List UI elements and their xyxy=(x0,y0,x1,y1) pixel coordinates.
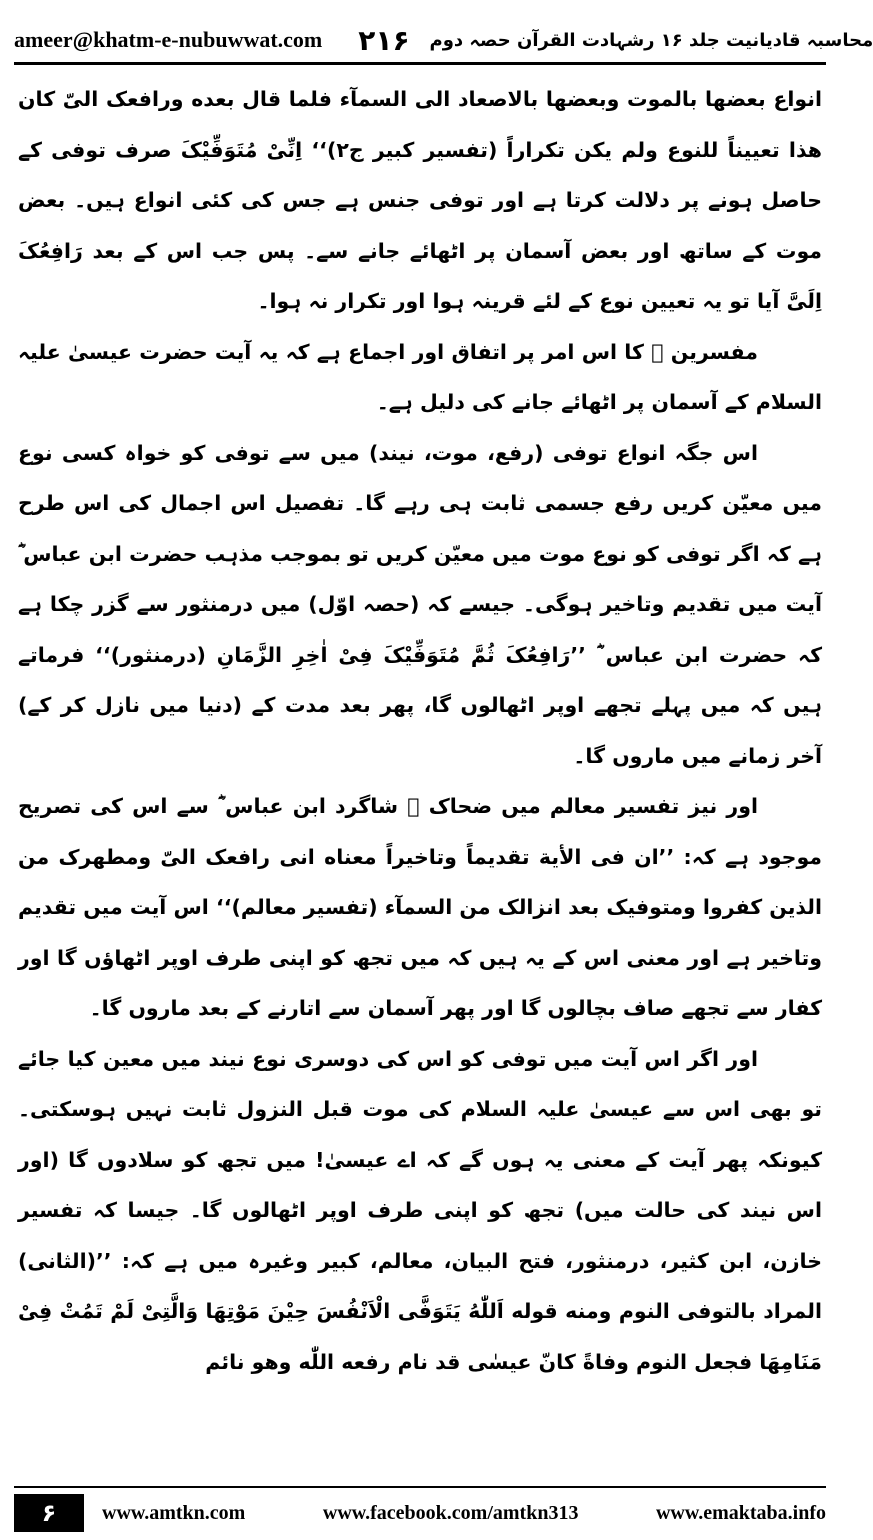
paragraph-5: اور اگر اس آیت میں توفی کو اس کی دوسری نوع نیند میں معین کیا جائے تو بھی اس سے عیسیٰ علیہ السلام کی موت قبل النزول ثابت نہیں ہوسکتی۔ کیونکہ پھر آیت کے معنی یہ ہوں گے کہ اے عیسیٰ! میں تجھ کو سلادوں گا (اور اس نیند کی حالت میں) تجھ کو اپنی طرف اوپر اٹھالوں گا۔ جیسا کہ تفسیر خازن، ابن کثیر، درمنثور، فتح البیان، معالم، کبیر وغیرہ میں ہے کہ: ’’(الثانی) المراد بالتوفی النوم ومنه قوله اَللّٰهُ یَتَوَفَّی الْاَنْفُسَ حِیْنَ مَوْتِهَا وَالَّتِیْ لَمْ تَمُتْ فِیْ مَنَامِهَا فجعل النوم وفاةً کانّ عیسٰی قد نام رفعه اللّٰه وهو نائم xyxy=(18,1046,822,1374)
header-page-number: ۲۱۶ xyxy=(358,23,410,57)
paragraph-1: انواع بعضها بالموت وبعضها بالاصعاد الی السمآء فلما قال بعده ورافعک الیّ کان هذا تعییناً للنوع ولم یکن تکراراً (تفسیر کبیر ج۲)‘‘ اِنِّیْ مُتَوَفِّیْکَ صرف توفی کے حاصل ہونے پر دلالت کرتا ہے اور توفی جنس ہے جس کی کئی انواع ہیں۔ بعض موت کے ساتھ اور بعض آسمان پر اٹھائے جانے سے۔ پس جب اس کے بعد رَافِعُکَ اِلَیَّ آیا تو یہ تعیین نوع کے لئے قرینہ ہوا اور تکرار نہ ہوا۔ xyxy=(18,87,822,313)
footer-link-facebook[interactable]: www.facebook.com/amtkn313 xyxy=(322,1501,579,1524)
page-header xyxy=(14,22,873,58)
footer-links xyxy=(84,1502,826,1525)
paragraph-2: مفسرین ﷭ کا اس امر پر اتفاق اور اجماع ہے کہ یہ آیت حضرت عیسیٰ علیہ السلام کے آسمان پر اٹھائے جانے کی دلیل ہے۔ xyxy=(18,339,822,414)
footer-page-box: ۶ xyxy=(14,1494,84,1532)
footer-link-amtkn[interactable]: www.amtkn.com xyxy=(102,1501,246,1524)
header-book-title: محاسبہ قادیانیت جلد ۱۶ رشہادت القرآن حصہ دوم xyxy=(429,29,873,51)
header-email: ameer@khatm-e-nubuwwat.com xyxy=(14,27,323,52)
page-footer xyxy=(14,1494,826,1532)
page-body xyxy=(18,74,822,1387)
footer-divider xyxy=(14,1486,826,1488)
header-divider xyxy=(14,62,826,65)
footer-link-emaktaba[interactable]: www.emaktaba.info xyxy=(655,1501,826,1524)
paragraph-4: اور نیز تفسیر معالم میں ضحاک ﷫ شاگرد ابن عباس ؓ سے اس کی تصریح موجود ہے کہ: ’’ان فی الأیة تقدیماً وتاخیراً معناه انی رافعک الیّ ومطهرک من الذین کفروا ومتوفیک بعد انزالک من السمآء (تفسیر معالم)‘‘ اس آیت میں تقدیم وتاخیر ہے اور معنی اس کے یہ ہیں کہ میں تجھ کو اپنی طرف اوپر اٹھاؤں گا اور کفار سے تجھے صاف بچالوں گا اور پھر آسمان سے اتارنے کے بعد ماروں گا۔ xyxy=(18,794,822,1020)
paragraph-3: اس جگہ انواع توفی (رفع، موت، نیند) میں سے توفی کو خواہ کسی نوع میں معیّن کریں رفع جسمی ثابت ہی رہے گا۔ تفصیل اس اجمال کی اس طرح ہے کہ اگر توفی کو نوع موت میں معیّن کریں تو بموجب مذہب حضرت ابن عباس ؓ آیت میں تقدیم وتاخیر ہوگی۔ جیسے کہ (حصہ اوّل) میں درمنثور سے گزر چکا ہے کہ حضرت ابن عباس ؓ ’’رَافِعُکَ ثُمَّ مُتَوَفِّیْکَ فِیْ اٰخِرِ الزَّمَانِ (درمنثور)‘‘ فرماتے ہیں کہ میں پہلے تجھے اوپر اٹھالوں گا، پھر بعد مدت کے (دنیا میں نازل کر کے) آخر زمانے میں ماروں گا۔ xyxy=(18,440,822,768)
